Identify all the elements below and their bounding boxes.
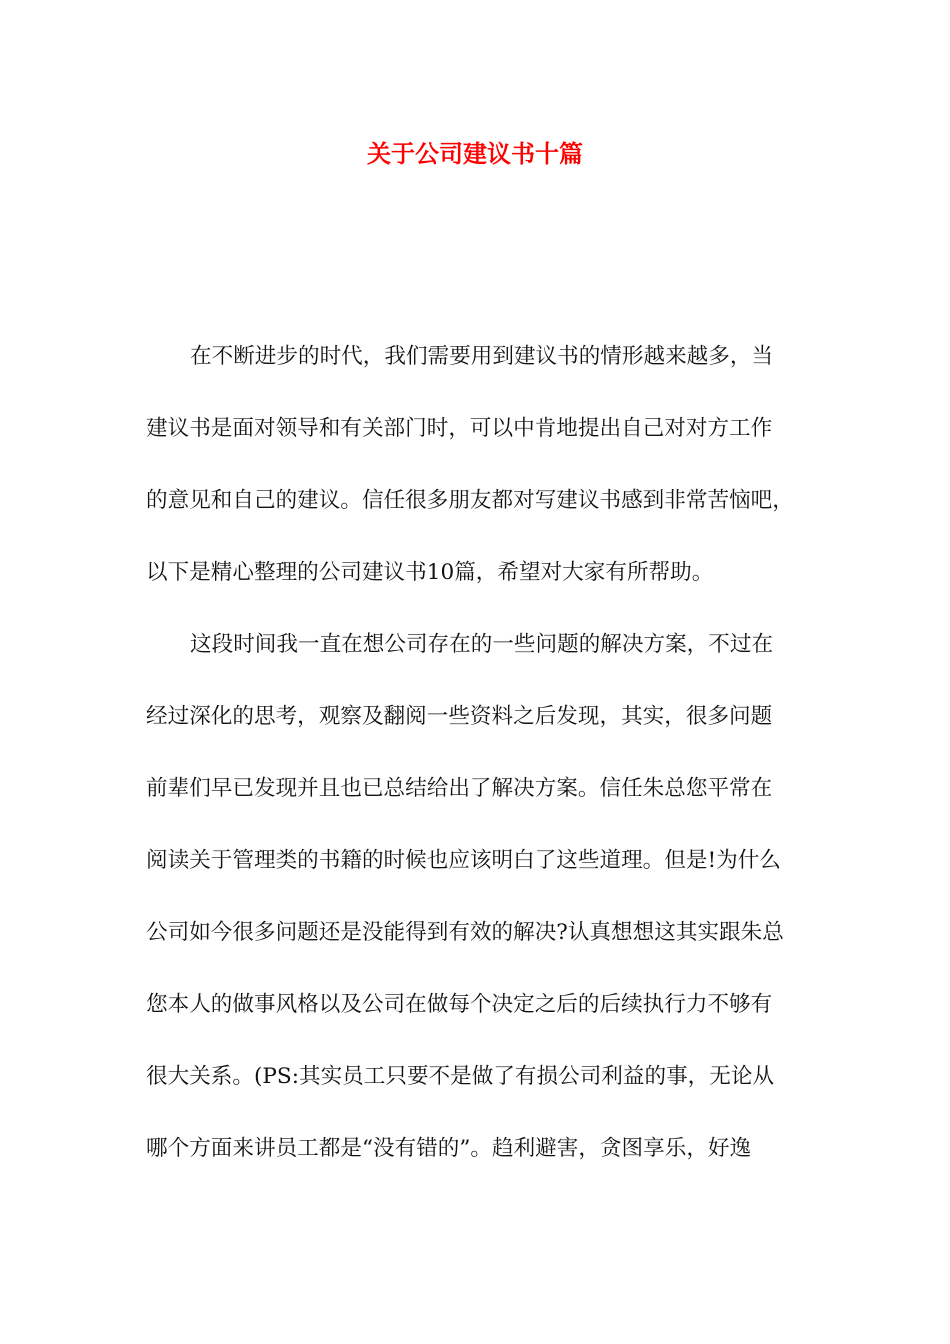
paragraph-2-line-4: 阅读关于管理类的书籍的时候也应该明白了这些道理。但是!为什么 bbox=[146, 848, 781, 873]
paragraph-2-line-3: 前辈们早已发现并且也已总结给出了解决方案。信任朱总您平常在 bbox=[146, 776, 773, 801]
document-title: 关于公司建议书十篇 bbox=[367, 139, 583, 168]
paragraph-2-line-2: 经过深化的思考，观察及翻阅一些资料之后发现，其实，很多问题 bbox=[146, 704, 773, 729]
paragraph-2-line-1: 这段时间我一直在想公司存在的一些问题的解决方案，不过在 bbox=[190, 632, 774, 657]
paragraph-2-line-7: 很大关系。(PS:其实员工只要不是做了有损公司利益的事，无论从 bbox=[146, 1064, 775, 1089]
paragraph-1-line-2: 建议书是面对领导和有关部门时，可以中肯地提出自己对对方工作 bbox=[146, 416, 773, 441]
paragraph-1-line-4: 以下是精心整理的公司建议书10篇，希望对大家有所帮助。 bbox=[146, 560, 714, 585]
paragraph-1-line-3: 的意见和自己的建议。信任很多朋友都对写建议书感到非常苦恼吧， bbox=[146, 488, 794, 513]
paragraph-2-line-8: 哪个方面来讲员工都是“没有错的”。趋利避害，贪图享乐，好逸 bbox=[146, 1136, 752, 1161]
paragraph-2-line-5: 公司如今很多问题还是没能得到有效的解决?认真想想这其实跟朱总 bbox=[146, 920, 784, 945]
paragraph-2-line-6: 您本人的做事风格以及公司在做每个决定之后的后续执行力不够有 bbox=[146, 992, 773, 1017]
paragraph-1-line-1: 在不断进步的时代，我们需要用到建议书的情形越来越多，当 bbox=[190, 344, 774, 369]
document-body bbox=[146, 321, 806, 1185]
